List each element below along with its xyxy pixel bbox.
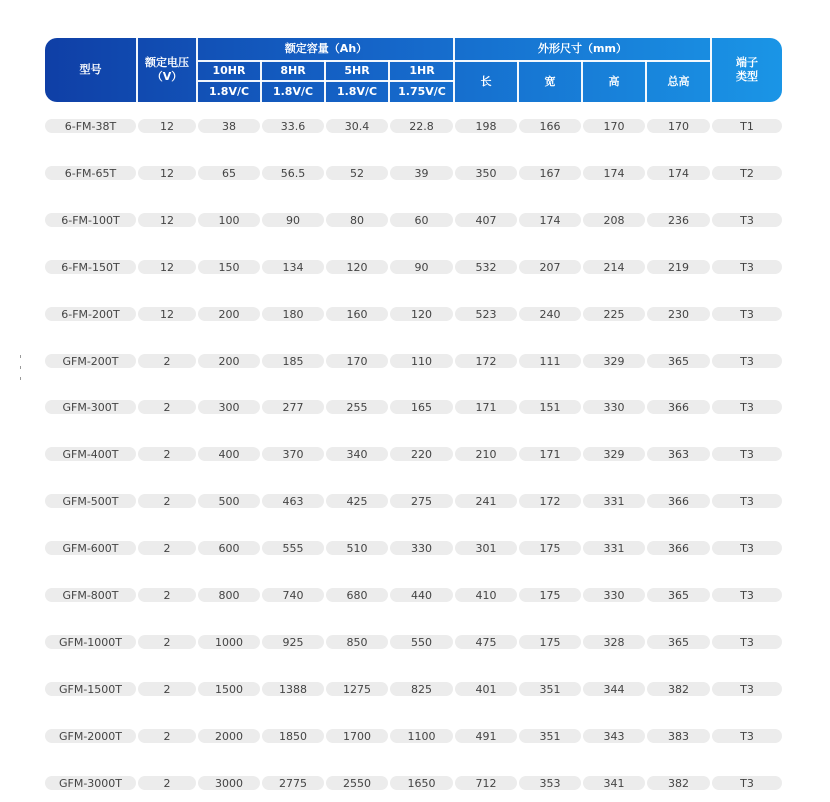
cell-cap-1hr: 120 [390, 307, 453, 321]
cell-cap-8hr: 185 [262, 354, 324, 368]
cell-model: GFM-500T [45, 494, 136, 508]
cell-height: 343 [583, 729, 645, 743]
cell-terminal: T1 [712, 119, 782, 133]
cell-cap-1hr: 1100 [390, 729, 453, 743]
cell-length: 198 [455, 119, 517, 133]
cell-width: 351 [519, 682, 581, 696]
cell-cap-1hr: 1650 [390, 776, 453, 790]
cell-voltage: 2 [138, 682, 196, 696]
cell-cap-10hr: 1500 [198, 682, 260, 696]
cell-cap-10hr: 1000 [198, 635, 260, 649]
header-rate-8hr: 8HR [280, 64, 306, 77]
cell-cap-5hr: 510 [326, 541, 388, 555]
cell-width: 175 [519, 588, 581, 602]
cell-cap-5hr: 2550 [326, 776, 388, 790]
cell-total-height: 363 [647, 447, 710, 461]
cell-voltage: 12 [138, 307, 196, 321]
cell-total-height: 382 [647, 682, 710, 696]
cell-width: 175 [519, 635, 581, 649]
cell-model: 6-FM-38T [45, 119, 136, 133]
cell-terminal: T3 [712, 307, 782, 321]
cell-cap-1hr: 440 [390, 588, 453, 602]
cell-cap-8hr: 33.6 [262, 119, 324, 133]
table-row [0, 260, 830, 274]
cell-width: 172 [519, 494, 581, 508]
cell-total-height: 383 [647, 729, 710, 743]
cell-cap-10hr: 200 [198, 307, 260, 321]
cell-width: 175 [519, 541, 581, 555]
cell-length: 475 [455, 635, 517, 649]
header-terminal-line2: 类型 [736, 70, 758, 83]
cell-cap-10hr: 65 [198, 166, 260, 180]
cell-cap-8hr: 90 [262, 213, 324, 227]
cell-height: 341 [583, 776, 645, 790]
cell-width: 207 [519, 260, 581, 274]
cell-cap-1hr: 550 [390, 635, 453, 649]
cell-model: GFM-300T [45, 400, 136, 414]
cell-height: 225 [583, 307, 645, 321]
table-row [0, 400, 830, 414]
header-dimension-group: 外形尺寸（mm） [538, 42, 627, 55]
cell-terminal: T3 [712, 635, 782, 649]
cell-total-height: 236 [647, 213, 710, 227]
cell-length: 523 [455, 307, 517, 321]
header-volt-5hr: 1.8V/C [336, 85, 378, 98]
cell-total-height: 365 [647, 354, 710, 368]
table-row [0, 588, 830, 602]
header-rate-1hr: 1HR [409, 64, 435, 77]
table-row [0, 447, 830, 461]
table-row [0, 354, 830, 368]
cell-cap-1hr: 275 [390, 494, 453, 508]
cell-cap-1hr: 90 [390, 260, 453, 274]
cell-length: 172 [455, 354, 517, 368]
cell-model: GFM-1000T [45, 635, 136, 649]
cell-cap-1hr: 220 [390, 447, 453, 461]
cell-length: 210 [455, 447, 517, 461]
header-dim-length: 长 [480, 75, 492, 88]
cell-total-height: 382 [647, 776, 710, 790]
cell-cap-10hr: 100 [198, 213, 260, 227]
cell-model: 6-FM-150T [45, 260, 136, 274]
cell-length: 410 [455, 588, 517, 602]
cell-length: 491 [455, 729, 517, 743]
cell-terminal: T3 [712, 400, 782, 414]
cell-voltage: 2 [138, 776, 196, 790]
cell-model: GFM-3000T [45, 776, 136, 790]
header-rate-10hr: 10HR [212, 64, 246, 77]
cell-width: 174 [519, 213, 581, 227]
cell-cap-1hr: 110 [390, 354, 453, 368]
cell-cap-1hr: 165 [390, 400, 453, 414]
cell-terminal: T3 [712, 588, 782, 602]
cell-cap-8hr: 463 [262, 494, 324, 508]
cell-cap-5hr: 160 [326, 307, 388, 321]
cell-voltage: 2 [138, 494, 196, 508]
cell-cap-10hr: 500 [198, 494, 260, 508]
cell-total-height: 365 [647, 588, 710, 602]
cell-width: 151 [519, 400, 581, 414]
cell-total-height: 365 [647, 635, 710, 649]
cell-model: GFM-2000T [45, 729, 136, 743]
cell-voltage: 2 [138, 635, 196, 649]
cell-cap-10hr: 300 [198, 400, 260, 414]
cell-width: 351 [519, 729, 581, 743]
cell-length: 407 [455, 213, 517, 227]
cell-cap-10hr: 38 [198, 119, 260, 133]
cell-model: GFM-600T [45, 541, 136, 555]
cell-model: 6-FM-65T [45, 166, 136, 180]
cell-height: 214 [583, 260, 645, 274]
cell-total-height: 366 [647, 494, 710, 508]
cell-terminal: T3 [712, 447, 782, 461]
cell-terminal: T3 [712, 213, 782, 227]
cell-cap-5hr: 170 [326, 354, 388, 368]
cell-width: 240 [519, 307, 581, 321]
header-voltage-line1: 额定电压 [145, 56, 189, 69]
cell-voltage: 2 [138, 354, 196, 368]
cell-cap-5hr: 1275 [326, 682, 388, 696]
table-row [0, 213, 830, 227]
cell-total-height: 219 [647, 260, 710, 274]
cell-model: 6-FM-100T [45, 213, 136, 227]
cell-cap-8hr: 134 [262, 260, 324, 274]
cell-cap-10hr: 200 [198, 354, 260, 368]
cell-cap-1hr: 330 [390, 541, 453, 555]
cell-height: 328 [583, 635, 645, 649]
cell-cap-10hr: 150 [198, 260, 260, 274]
cell-cap-8hr: 740 [262, 588, 324, 602]
cell-width: 353 [519, 776, 581, 790]
cell-cap-5hr: 1700 [326, 729, 388, 743]
cell-cap-5hr: 52 [326, 166, 388, 180]
cell-model: GFM-200T [45, 354, 136, 368]
header-terminal-line1: 端子 [736, 56, 758, 69]
cell-cap-5hr: 30.4 [326, 119, 388, 133]
cell-length: 712 [455, 776, 517, 790]
cell-cap-8hr: 925 [262, 635, 324, 649]
cell-cap-8hr: 277 [262, 400, 324, 414]
cell-cap-5hr: 80 [326, 213, 388, 227]
header-volt-8hr: 1.8V/C [272, 85, 314, 98]
header-dim-width: 宽 [544, 75, 556, 88]
cell-terminal: T2 [712, 166, 782, 180]
cell-cap-5hr: 255 [326, 400, 388, 414]
cell-cap-8hr: 555 [262, 541, 324, 555]
cell-total-height: 230 [647, 307, 710, 321]
cell-height: 344 [583, 682, 645, 696]
cell-total-height: 170 [647, 119, 710, 133]
cell-terminal: T3 [712, 776, 782, 790]
cell-cap-10hr: 800 [198, 588, 260, 602]
header-volt-10hr: 1.8V/C [208, 85, 250, 98]
table-row [0, 494, 830, 508]
cell-length: 401 [455, 682, 517, 696]
header-dim-total-height: 总高 [667, 75, 690, 88]
table-row [0, 541, 830, 555]
cell-voltage: 12 [138, 166, 196, 180]
cell-height: 170 [583, 119, 645, 133]
cell-model: GFM-1500T [45, 682, 136, 696]
cell-height: 329 [583, 447, 645, 461]
table-row [0, 119, 830, 133]
cell-cap-8hr: 370 [262, 447, 324, 461]
cell-cap-8hr: 180 [262, 307, 324, 321]
header-volt-1hr: 1.75V/C [398, 85, 446, 98]
cell-cap-1hr: 60 [390, 213, 453, 227]
table-row [0, 166, 830, 180]
cell-model: GFM-400T [45, 447, 136, 461]
cell-terminal: T3 [712, 541, 782, 555]
cell-cap-10hr: 400 [198, 447, 260, 461]
cell-length: 171 [455, 400, 517, 414]
cell-voltage: 2 [138, 541, 196, 555]
cell-total-height: 174 [647, 166, 710, 180]
cell-cap-5hr: 425 [326, 494, 388, 508]
cell-width: 171 [519, 447, 581, 461]
cell-voltage: 12 [138, 119, 196, 133]
cell-length: 301 [455, 541, 517, 555]
cell-cap-8hr: 2775 [262, 776, 324, 790]
cell-voltage: 12 [138, 213, 196, 227]
cell-cap-5hr: 850 [326, 635, 388, 649]
cell-cap-10hr: 2000 [198, 729, 260, 743]
cell-voltage: 2 [138, 588, 196, 602]
cell-height: 330 [583, 400, 645, 414]
header-dim-height: 高 [608, 75, 620, 88]
cell-cap-5hr: 340 [326, 447, 388, 461]
cell-cap-1hr: 22.8 [390, 119, 453, 133]
cell-model: 6-FM-200T [45, 307, 136, 321]
cell-cap-8hr: 1388 [262, 682, 324, 696]
cell-model: GFM-800T [45, 588, 136, 602]
cell-height: 174 [583, 166, 645, 180]
cell-height: 331 [583, 494, 645, 508]
cell-cap-8hr: 1850 [262, 729, 324, 743]
table-row [0, 307, 830, 321]
cell-width: 167 [519, 166, 581, 180]
cell-cap-1hr: 39 [390, 166, 453, 180]
cell-terminal: T3 [712, 729, 782, 743]
cell-cap-1hr: 825 [390, 682, 453, 696]
cell-terminal: T3 [712, 260, 782, 274]
cell-cap-5hr: 120 [326, 260, 388, 274]
table-row [0, 776, 830, 790]
cell-length: 350 [455, 166, 517, 180]
table-row [0, 682, 830, 696]
cell-total-height: 366 [647, 400, 710, 414]
cell-terminal: T3 [712, 354, 782, 368]
header-voltage-line2: （V） [151, 70, 183, 83]
table-row [0, 729, 830, 743]
cell-width: 166 [519, 119, 581, 133]
cell-cap-10hr: 3000 [198, 776, 260, 790]
cell-cap-5hr: 680 [326, 588, 388, 602]
cell-cap-8hr: 56.5 [262, 166, 324, 180]
cell-width: 111 [519, 354, 581, 368]
header-capacity-group: 额定容量（Ah） [284, 42, 368, 55]
header-rate-5hr: 5HR [344, 64, 370, 77]
cell-length: 241 [455, 494, 517, 508]
cell-height: 331 [583, 541, 645, 555]
cell-cap-10hr: 600 [198, 541, 260, 555]
cell-voltage: 2 [138, 447, 196, 461]
cell-height: 329 [583, 354, 645, 368]
cell-voltage: 2 [138, 400, 196, 414]
header-model: 型号 [79, 63, 102, 76]
cell-height: 208 [583, 213, 645, 227]
cell-terminal: T3 [712, 494, 782, 508]
cell-total-height: 366 [647, 541, 710, 555]
table-row [0, 635, 830, 649]
cell-height: 330 [583, 588, 645, 602]
cell-length: 532 [455, 260, 517, 274]
cell-voltage: 2 [138, 729, 196, 743]
cell-terminal: T3 [712, 682, 782, 696]
cell-voltage: 12 [138, 260, 196, 274]
